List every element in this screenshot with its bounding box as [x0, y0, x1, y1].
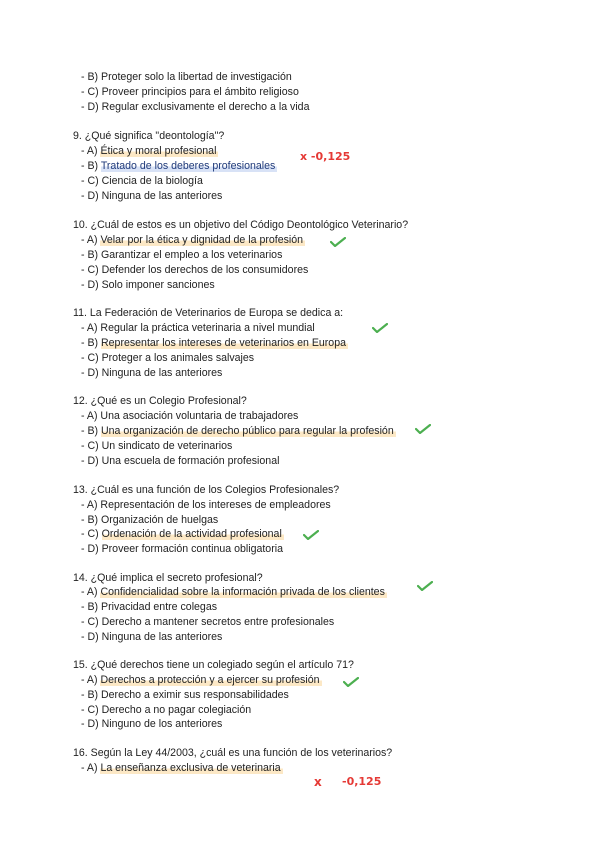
question-16: 16. Según la Ley 44/2003, ¿cuál es una función de los veterinarios? — [73, 747, 393, 759]
option-b — [81, 425, 396, 438]
option-prefix: - A) — [81, 145, 101, 157]
option-a — [81, 234, 305, 247]
question-14: 14. ¿Qué implica el secreto profesional? — [73, 572, 263, 584]
option-c: - C) Proteger a los animales salvajes — [81, 352, 255, 364]
option-a: - A) Representación de los intereses de empleadores — [81, 499, 331, 511]
highlighted-answer: Una organización de derecho público para regular la profesión — [101, 425, 394, 437]
question-15: 15. ¿Qué derechos tiene un colegiado según el artículo 71? — [73, 659, 354, 671]
highlighted-answer: Ordenación de la actividad profesional — [101, 528, 282, 540]
highlighted-answer: Ética y moral profesional — [100, 145, 217, 157]
wrong-penalty-mark: x -0,125 — [300, 150, 351, 163]
option-a — [81, 586, 387, 599]
option-b: - B) Privacidad entre colegas — [81, 601, 218, 613]
option-a — [81, 762, 283, 775]
option-d: - D) Ninguna de las anteriores — [81, 631, 223, 643]
option-c: - C) Ciencia de la biología — [81, 175, 203, 187]
question-13: 13. ¿Cuál es una función de los Colegios Profesionales? — [73, 484, 340, 496]
option-d: - D) Solo imponer sanciones — [81, 279, 215, 291]
option-a — [81, 145, 218, 158]
option-b — [81, 160, 277, 173]
option-d: - D) Una escuela de formación profesional — [81, 455, 280, 467]
option-prefix: - A) — [81, 586, 101, 598]
option-d: - D) Regular exclusivamente el derecho a la vida — [81, 101, 310, 113]
option-c — [81, 528, 284, 541]
option-a: - A) Una asociación voluntaria de trabajadores — [81, 410, 299, 422]
highlighted-answer: Confidencialidad sobre la información privada de los clientes — [100, 586, 385, 598]
option-c: - C) Proveer principios para el ámbito religioso — [81, 86, 299, 98]
option-prefix: - A) — [81, 234, 101, 246]
penalty-score: -0,125 — [342, 775, 382, 788]
option-prefix: - B) — [81, 425, 102, 437]
highlighted-answer: Velar por la ética y dignidad de la profesión — [100, 234, 304, 246]
checkmark-icon — [415, 424, 431, 434]
option-prefix: - B) — [81, 337, 102, 349]
checkmark-icon — [372, 323, 388, 333]
checkmark-icon — [303, 530, 319, 540]
option-c: - C) Derecho a mantener secretos entre profesionales — [81, 616, 335, 628]
question-11: 11. La Federación de Veterinarios de Europa se dedica a: — [73, 307, 344, 319]
option-b: - B) Proteger solo la libertad de investigación — [81, 71, 292, 83]
highlighted-answer: La enseñanza exclusiva de veterinaria — [100, 762, 281, 774]
question-12: 12. ¿Qué es un Colegio Profesional? — [73, 395, 247, 407]
option-c: - C) Defender los derechos de los consumidores — [81, 264, 309, 276]
option-b: - B) Garantizar el empleo a los veterinarios — [81, 249, 283, 261]
question-9: 9. ¿Qué significa "deontología"? — [73, 130, 225, 142]
checkmark-icon — [343, 677, 359, 687]
option-d: - D) Ninguno de los anteriores — [81, 718, 223, 730]
option-prefix: - B) — [81, 160, 101, 172]
option-a: - A) Regular la práctica veterinaria a nivel mundial — [81, 322, 315, 334]
option-b — [81, 337, 348, 350]
option-prefix: - C) — [81, 528, 102, 540]
checkmark-icon — [417, 581, 433, 591]
question-10: 10. ¿Cuál de estos es un objetivo del Código Deontológico Veterinario? — [73, 219, 409, 231]
wrong-mark: x — [314, 775, 322, 789]
option-c: - C) Derecho a no pagar colegiación — [81, 704, 252, 716]
highlighted-answer: Derechos a protección y a ejercer su profesión — [100, 674, 320, 686]
checkmark-icon — [330, 237, 346, 247]
option-d: - D) Ninguna de las anteriores — [81, 367, 223, 379]
option-b: - B) Organización de huelgas — [81, 514, 219, 526]
option-d: - D) Ninguna de las anteriores — [81, 190, 223, 202]
selected-wrong-answer: Tratado de los deberes profesionales — [100, 160, 276, 172]
option-prefix: - A) — [81, 674, 101, 686]
option-prefix: - A) — [81, 762, 101, 774]
option-a — [81, 674, 322, 687]
option-c: - C) Un sindicato de veterinarios — [81, 440, 233, 452]
highlighted-answer: Representar los intereses de veterinarios en Europa — [101, 337, 346, 349]
option-b: - B) Derecho a eximir sus responsabilidades — [81, 689, 289, 701]
option-d: - D) Proveer formación continua obligatoria — [81, 543, 283, 555]
